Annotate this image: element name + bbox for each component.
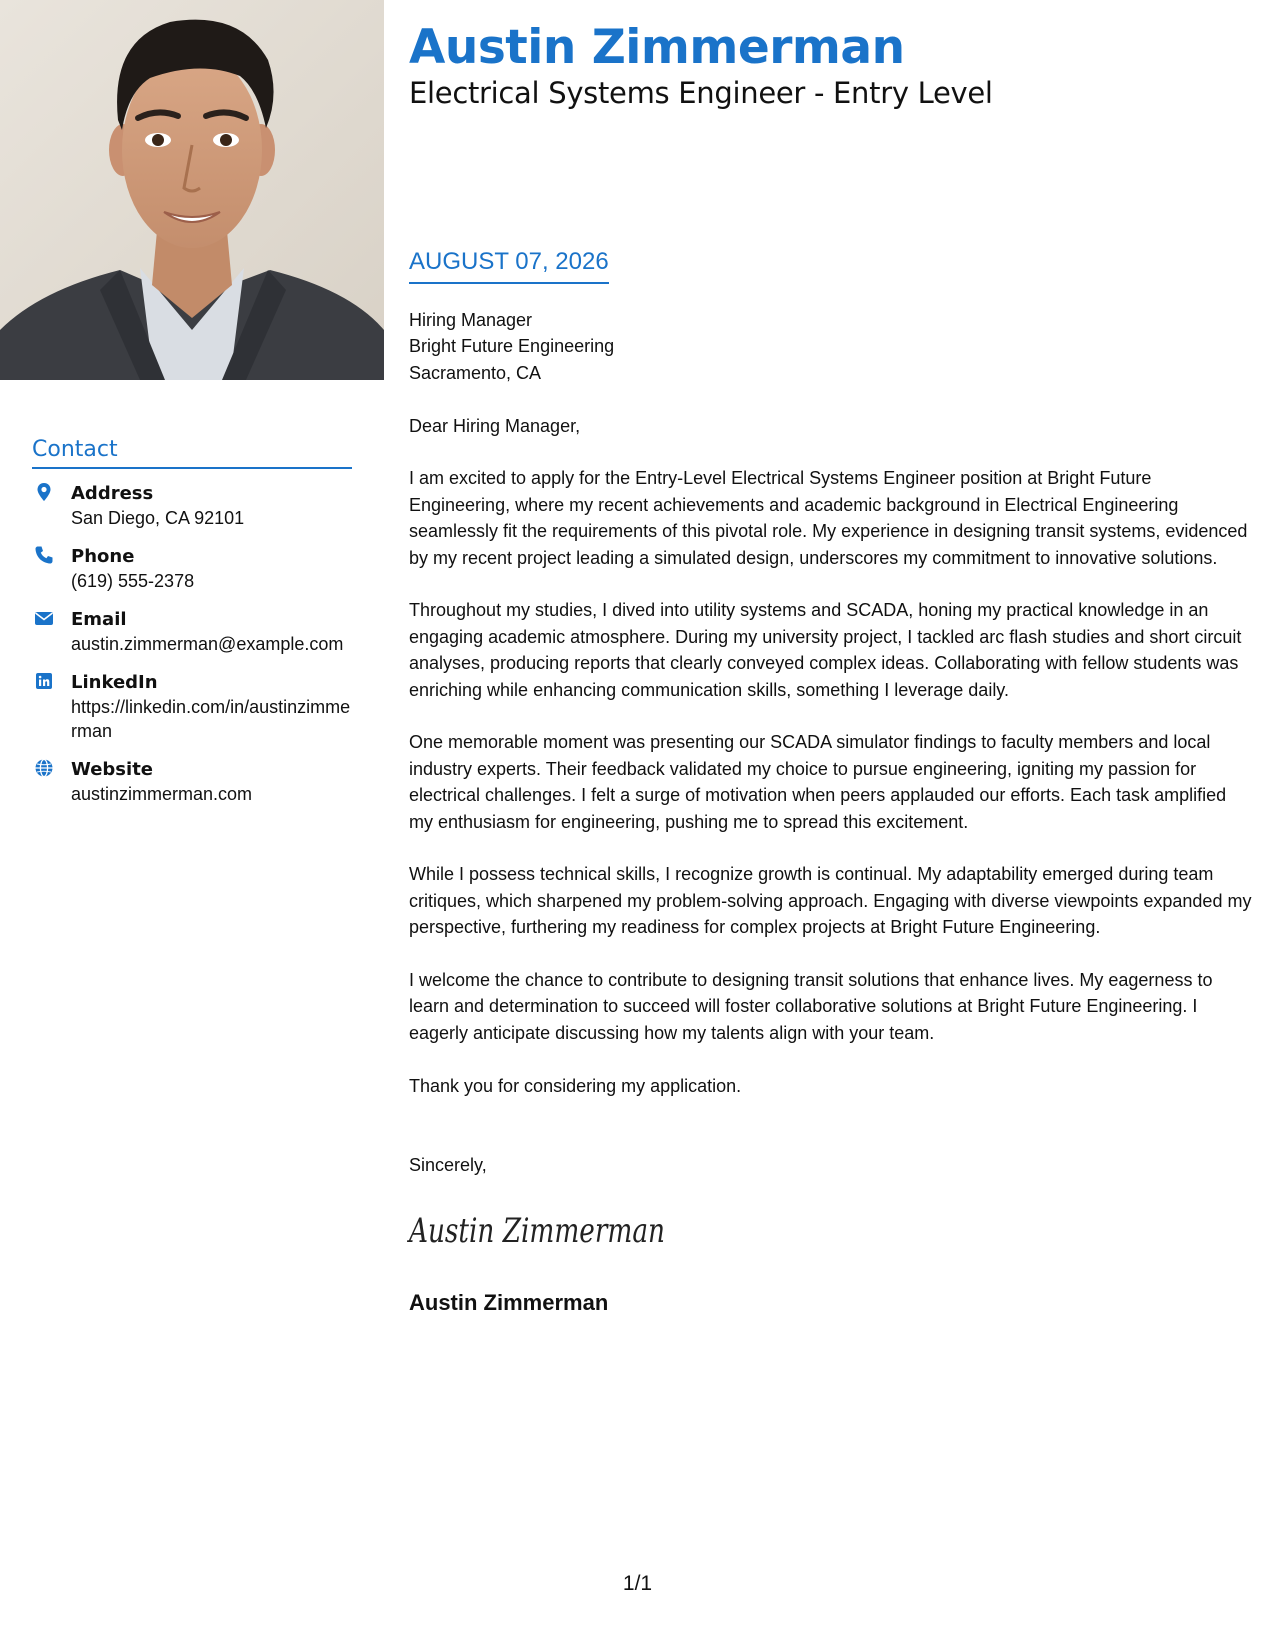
job-title: Electrical Systems Engineer - Entry Level [409,76,993,111]
contact-item-address [32,481,352,530]
signer-name: Austin Zimmerman [409,1289,609,1315]
letter-date: AUGUST 07, 2026 [409,248,609,284]
handwritten-signature [406,1206,669,1256]
applicant-name: Austin Zimmerman [409,20,905,75]
contact-label: Website [71,758,154,780]
website-link[interactable]: austinzimmerman.com [71,783,253,804]
profile-photo [0,0,384,380]
contact-label: Email [71,608,127,630]
letter-body [406,307,1254,1316]
closing: Sincerely, [409,1155,487,1176]
contact-value: San Diego, CA 92101 [71,507,245,528]
recipient-line: Hiring Manager [409,310,533,330]
body-paragraph: Thank you for considering my application. [409,1075,742,1096]
contact-value: (619) 555-2378 [71,570,195,591]
body-paragraph: One memorable moment was presenting our SCADA simulator findings to faculty members and local industry experts. Their feedback validated my choice to pursue engineering, igniting my passion for electrical challenges. I felt a surge of motivation when peers applauded our efforts. Each task amplified my enthusiasm for engineering, pushing me to spread this excitement. [409,732,1227,832]
contact-item-email [32,607,352,656]
salutation: Dear Hiring Manager, [409,415,581,436]
envelope-icon [34,608,54,628]
phone-icon [34,545,54,565]
body-paragraph: While I possess technical skills, I recognize growth is continual. My adaptability emerged during team critiques, which sharpened my problem-solving approach. Engaging with diverse viewpoints expanded my perspective, furthering my readiness for complex projects at Bright Future Engineering. [409,864,1252,938]
header [409,20,1254,111]
recipient-block [409,307,1254,386]
contact-item-website [32,757,352,806]
email-link[interactable]: austin.zimmerman@example.com [71,633,344,654]
contact-label: Phone [71,545,135,567]
body-paragraph: I welcome the chance to contribute to designing transit solutions that enhance lives. My eagerness to learn and determination to succeed will foster collaborative solutions at Bright Future Engineering. I eagerly anticipate discussing how my talents align with your team. [409,970,1213,1043]
recipient-line: Bright Future Engineering [409,336,615,357]
location-pin-icon [34,482,54,502]
linkedin-link[interactable]: https://linkedin.com/in/austinzimmerman [71,696,351,741]
signature-text: Austin Zimmerman [406,1211,665,1252]
page-number: 1/1 [622,1572,653,1595]
contact-label: LinkedIn [71,671,158,693]
contact-sidebar [32,436,352,820]
globe-icon [34,758,54,778]
contact-label: Address [71,482,154,504]
contact-item-linkedin [32,670,352,743]
date-block [409,248,609,284]
body-paragraph: I am excited to apply for the Entry-Level Electrical Systems Engineer position at Bright Future Engineering, where my recent achievements and academic background in Electrical Engineering seamlessly fit the requirements of this pivotal role. My experience in designing transit systems, evidenced by my recent project leading a simulated design, underscores my commitment to innovative solutions. [409,468,1248,568]
linkedin-icon [34,671,54,691]
contact-heading: Contact [32,436,352,469]
contact-item-phone [32,544,352,593]
recipient-line: Sacramento, CA [409,362,542,383]
body-paragraph: Throughout my studies, I dived into utility systems and SCADA, honing my practical knowledge in an engaging academic atmosphere. During my university project, I tackled arc flash studies and short circuit analyses, producing reports that clearly conveyed complex ideas. Collaborating with fellow students was enriching while enhancing communication skills, something I leverage daily. [409,600,1242,700]
